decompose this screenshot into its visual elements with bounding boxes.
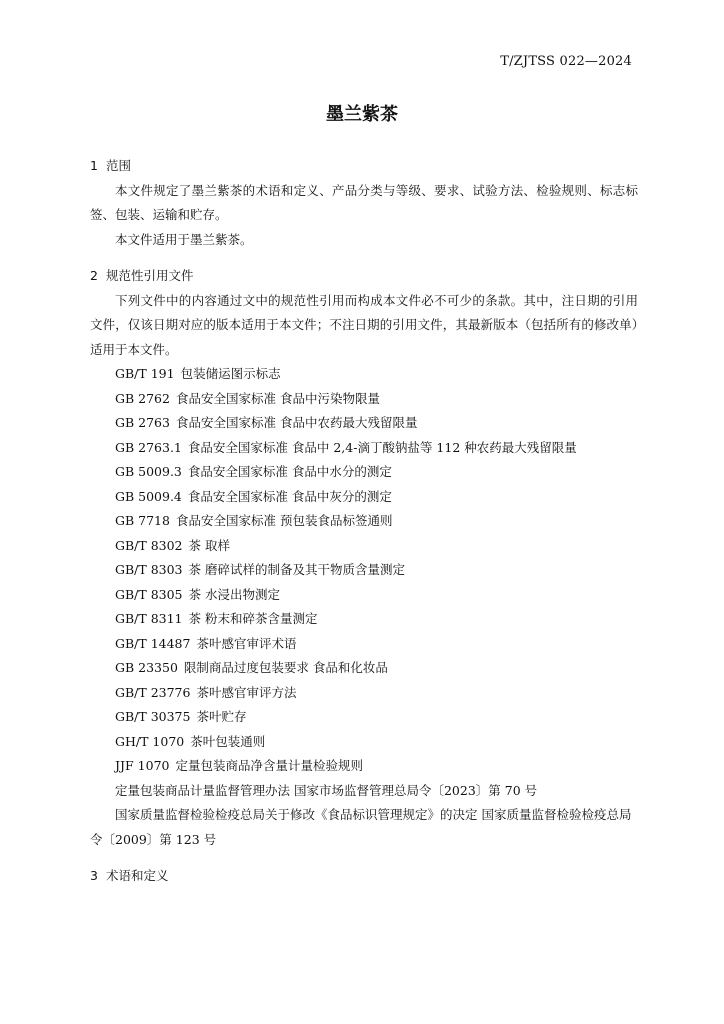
paragraph: 本文件适用于墨兰紫茶。 [115,231,253,247]
reference-item [90,485,638,510]
reference-title: 食品安全国家标准 食品中农药最大残留限量 [175,415,418,430]
standard-code: T/ZJTSS 022—2024 [500,54,632,69]
reference-item [90,387,638,412]
reference-item [90,705,638,730]
reference-item [90,730,638,755]
reference-code: GB/T 14487 [115,635,191,651]
reference-item [90,411,638,436]
reference-title: 茶 水浸出物测定 [188,586,280,602]
reference-code: GB 2762 [115,390,170,406]
reference-title: 食品安全国家标准 食品中污染物限量 [175,390,380,406]
section-heading-normative-references [90,264,638,289]
paragraph: 本文件规定了墨兰紫茶的术语和定义、产品分类与等级、要求、试验方法、检验规则、标志标签、包装、运输和贮存。 [90,182,638,222]
section-heading-scope [90,154,638,179]
reference-title: 定量包装商品净含量计量检验规则 [175,758,363,773]
reference-title: 食品安全国家标准 食品中 2,4-滴丁酸钠盐等 112 种农药最大残留限量 [187,439,577,455]
section-number: 3 [90,868,98,883]
reference-title: 食品安全国家标准 食品中水分的测定 [187,464,392,479]
reference-code: GB 5009.4 [115,488,182,504]
reference-code: GB/T 30375 [115,709,191,724]
reference-code: JJF 1070 [115,758,170,773]
reference-list [90,362,638,852]
reference-item [90,509,638,534]
reference-item [90,558,638,583]
reference-title: 国家质量监督检验检疫总局关于修改《食品标识管理规定》的决定 国家质量监督检验检疫总局令〔2009〕第 123 号 [90,807,632,847]
reference-code: GB/T 23776 [115,684,191,700]
reference-title: 茶叶贮存 [196,709,247,724]
reference-title: 食品安全国家标准 预包装食品标签通则 [175,513,393,528]
reference-title: 限制商品过度包装要求 食品和化妆品 [183,660,388,675]
reference-item [90,681,638,706]
reference-code: GB/T 8302 [115,537,183,553]
section-title: 规范性引用文件 [105,268,194,283]
reference-title: 茶叶感官审评方法 [196,684,297,700]
reference-title: 茶叶感官审评术语 [196,635,297,651]
reference-item [90,460,638,485]
reference-item [90,803,638,852]
reference-title: 定量包装商品计量监督管理办法 国家市场监督管理总局令〔2023〕第 70 号 [115,782,538,798]
reference-code: GB/T 8311 [115,611,183,626]
reference-code: GB/T 191 [115,366,175,381]
reference-code: GB 2763.1 [115,439,182,455]
reference-code: GB 7718 [115,513,170,528]
reference-title: 茶 粉末和碎茶含量测定 [188,611,318,626]
section-title: 范围 [105,158,131,173]
reference-title: 包装储运图示标志 [180,366,281,381]
document-body [90,154,638,889]
reference-code: GH/T 1070 [115,733,185,749]
section-title: 术语和定义 [105,868,169,883]
section-number: 2 [90,268,98,283]
reference-title: 茶 磨碎试样的制备及其干物质含量测定 [188,562,405,577]
reference-item [90,534,638,559]
reference-title: 茶叶包装通则 [190,733,266,749]
reference-code: GB 5009.3 [115,464,182,479]
reference-code: GB/T 8303 [115,562,183,577]
document-title: 墨兰紫茶 [326,104,398,125]
reference-code: GB 2763 [115,415,170,430]
reference-title: 食品安全国家标准 食品中灰分的测定 [187,488,392,504]
reference-item [90,632,638,657]
reference-item [90,779,638,804]
reference-item [90,656,638,681]
section-heading-terms-definitions [90,864,638,889]
reference-item [90,583,638,608]
section-number: 1 [90,158,98,173]
paragraph: 下列文件中的内容通过文中的规范性引用而构成本文件必不可少的条款。其中，注日期的引用文件，仅该日期对应的版本适用于本文件；不注日期的引用文件，其最新版本（包括所有的修改单）适用于本文件。 [90,292,638,357]
reference-item [90,607,638,632]
reference-item [90,436,638,461]
reference-item [90,754,638,779]
reference-title: 茶 取样 [188,537,230,553]
reference-code: GB/T 8305 [115,586,183,602]
reference-code: GB 23350 [115,660,178,675]
reference-item [90,362,638,387]
